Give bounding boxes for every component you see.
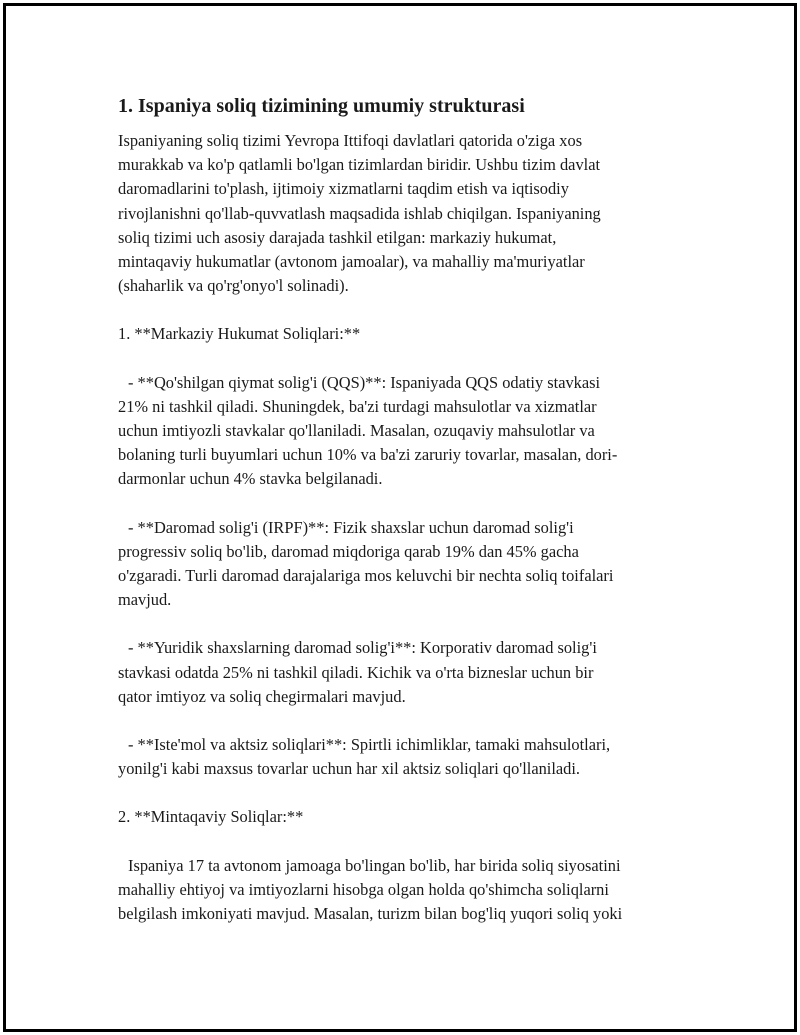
spacer <box>118 709 693 733</box>
text-line: 21% ni tashkil qiladi. Shuningdek, ba'zi turdagi mahsulotlar va xizmatlar <box>118 396 597 416</box>
text-line: yonilg'i kabi maxsus tovarlar uchun har xil aktsiz soliqlari qo'llaniladi. <box>118 759 581 779</box>
excise-paragraph <box>118 733 693 781</box>
text-line: murakkab va ko'p qatlamli bo'lgan tizimlardan biridir. Ushbu tizim davlat <box>118 155 601 175</box>
text-line: - **Qo'shilgan qiymat solig'i (QQS)**: Ispaniyada QQS odatiy stavkasi <box>128 372 601 392</box>
qqs-paragraph <box>118 371 693 492</box>
section-heading-regional: 2. **Mintaqaviy Soliqlar:** <box>118 807 304 827</box>
text-line: Ispaniya 17 ta avtonom jamoaga bo'lingan bo'lib, har birida soliq siyosatini <box>128 855 621 875</box>
text-line: mintaqaviy hukumatlar (avtonom jamoalar), va mahalliy ma'muriyatlar <box>118 252 585 272</box>
spacer <box>118 492 693 516</box>
text-line: belgilash imkoniyati mavjud. Masalan, turizm bilan bog'liq yuqori soliq yoki <box>118 904 623 924</box>
text-line: (shaharlik va qo'rg'onyo'l solinadi). <box>118 276 349 296</box>
spacer <box>118 347 693 371</box>
text-line: Ispaniyaning soliq tizimi Yevropa Ittifoqi davlatlari qatorida o'ziga xos <box>118 131 583 150</box>
corporate-tax-paragraph <box>118 636 693 709</box>
text-line: daromadlarini to'plash, ijtimoiy xizmatlarni taqdim etish va iqtisodiy <box>118 179 569 199</box>
document-title: 1. Ispaniya soliq tizimining umumiy strukturasi <box>118 95 525 117</box>
text-line: progressiv soliq bo'lib, daromad miqdoriga qarab 19% dan 45% gacha <box>118 541 579 561</box>
section-heading-central: 1. **Markaziy Hukumat Soliqlari:** <box>118 324 361 344</box>
text-line: stavkasi odatda 25% ni tashkil qiladi. Kichik va o'rta bizneslar uchun bir <box>118 662 594 682</box>
regional-paragraph <box>118 854 693 927</box>
spacer <box>118 612 693 636</box>
text-line: bolaning turli buyumlari uchun 10% va ba'zi zaruriy tovarlar, masalan, dori- <box>118 445 618 465</box>
spacer <box>118 298 693 322</box>
text-line: o'zgaradi. Turli daromad darajalariga mos keluvchi bir nechta soliq toifalari <box>118 566 614 586</box>
text-line: - **Iste'mol va aktsiz soliqlari**: Spirtli ichimliklar, tamaki mahsulotlari, <box>128 735 611 755</box>
text-line: rivojlanishni qo'llab-quvvatlash maqsadida ishlab chiqilgan. Ispaniyaning <box>118 203 601 223</box>
intro-paragraph <box>118 129 693 298</box>
irpf-paragraph <box>118 516 693 613</box>
text-line: soliq tizimi uch asosiy darajada tashkil etilgan: markaziy hukumat, <box>118 227 557 247</box>
text-line: qator imtiyoz va soliq chegirmalari mavjud. <box>118 686 406 706</box>
document-body <box>118 93 693 926</box>
spacer <box>118 830 693 854</box>
spacer <box>118 781 693 805</box>
text-line: mahalliy ehtiyoj va imtiyozlarni hisobga olgan holda qo'shimcha soliqlarni <box>118 879 609 899</box>
text-line: - **Daromad solig'i (IRPF)**: Fizik shaxslar uchun daromad solig'i <box>128 517 574 537</box>
text-line: uchun imtiyozli stavkalar qo'llaniladi. Masalan, ozuqaviy mahsulotlar va <box>118 421 595 441</box>
text-line: darmonlar uchun 4% stavka belgilanadi. <box>118 469 383 489</box>
text-line: mavjud. <box>118 590 172 610</box>
text-line: - **Yuridik shaxslarning daromad solig'i**: Korporativ daromad solig'i <box>128 638 597 658</box>
